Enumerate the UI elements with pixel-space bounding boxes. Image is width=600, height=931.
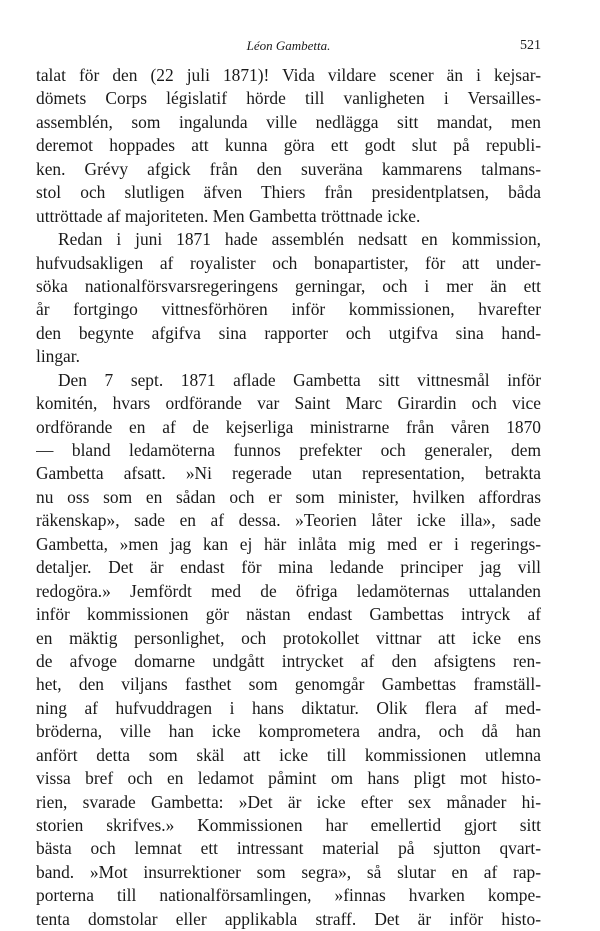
text-line: ken. Grévy afgick från den suveräna kammarens talmans- [36, 158, 541, 179]
text-line: en mäktig personlighet, och protokollet vittnar att icke ens [36, 627, 541, 648]
text-line: räkenskap», sade en af dessa. »Teorien låter icke illa», sade [36, 510, 541, 531]
text-line: Den 7 sept. 1871 aflade Gambetta sitt vittnesmål inför [58, 369, 541, 390]
text-line: stol och slutligen äfven Thiers från presidentplatsen, båda [36, 182, 541, 203]
text-line: bröderna, ville han icke komprometera andra, och då han [36, 721, 541, 742]
text-line: nu oss som en sådan och er som minister, hvilken affordras [36, 486, 541, 507]
text-line: porterna till nationalförsamlingen, »finnas hvarken kompe- [36, 885, 541, 906]
page-number: 521 [520, 38, 541, 53]
text-line: vissa bref och en ledamot påmint om hans pligt mot histo- [36, 768, 541, 789]
text-line: Redan i juni 1871 hade assemblén nedsatt en kommission, [58, 229, 541, 250]
text-line: lingar. [36, 346, 80, 367]
text-line: uttröttade af majoriteten. Men Gambetta tröttnade icke. [36, 205, 421, 226]
running-title: Léon Gambetta. [246, 38, 331, 53]
page-header [36, 36, 541, 56]
text-line: anfört detta som skäl att icke till kommissionen utlemna [36, 744, 541, 765]
text-line: den begynte afgifva sina rapporter och utgifva sina hand- [36, 322, 541, 343]
text-line: inför kommissionen gör nästan endast Gambettas intryck af [36, 604, 541, 625]
text-line: band. »Mot insurrektioner som segra», så slutar en af rap- [36, 861, 541, 882]
text-line: Gambetta, »men jag kan ej här inlåta mig med er i regerings- [36, 533, 541, 554]
text-line: assemblén, som ingalunda ville nedlägga sitt mandat, men [36, 111, 541, 132]
body-text [36, 64, 541, 931]
text-line: år fortgingo vittnesförhören inför kommissionen, hvarefter [36, 299, 541, 320]
text-line: ning af hufvuddragen i hans diktatur. Olik flera af med- [36, 697, 541, 718]
text-line: rien, svarade Gambetta: »Det är icke efter sex månader hi- [36, 791, 541, 812]
text-line: tenta domstolar eller applikabla straff. Det är inför histo- [36, 908, 541, 929]
text-line: — bland ledamöterna funnos prefekter och generaler, dem [36, 440, 541, 460]
text-line: ordförande en af de kejserliga ministrarne från våren 1870 [36, 416, 541, 437]
text-line: de afvoge domarne undgått intrycket af den afsigtens ren- [36, 650, 541, 671]
text-line: deremot hoppades att kunna göra ett godt slut på republi- [36, 135, 541, 156]
text-line: söka nationalförsvarsregeringens gerningar, och i mer än ett [36, 275, 541, 296]
text-line: bästa och lemnat ett intressant material på sjutton qvart- [36, 838, 541, 859]
text-line: talat för den (22 juli 1871)! Vida vildare scener än i kejsar- [36, 65, 541, 85]
text-line: Gambetta afsatt. »Ni regerade utan representation, betrakta [36, 463, 541, 484]
text-line: storien skrifves.» Kommissionen har emellertid gjort sitt [36, 815, 541, 835]
text-line: detaljer. Det är endast för mina ledande principer jag vill [36, 557, 541, 578]
text-line: komitén, hvars ordförande var Saint Marc Girardin och vice [36, 393, 541, 414]
text-line: redogöra.» Jemfördt med de öfriga ledamöternas uttalanden [36, 580, 541, 601]
text-line: hufvudsakligen af royalister och bonapartister, för att under- [36, 252, 541, 273]
text-line: dömets Corps législatif hörde till vanligheten i Versailles- [36, 88, 541, 109]
text-line: het, den viljans fasthet som genomgår Gambettas framställ- [36, 674, 541, 695]
